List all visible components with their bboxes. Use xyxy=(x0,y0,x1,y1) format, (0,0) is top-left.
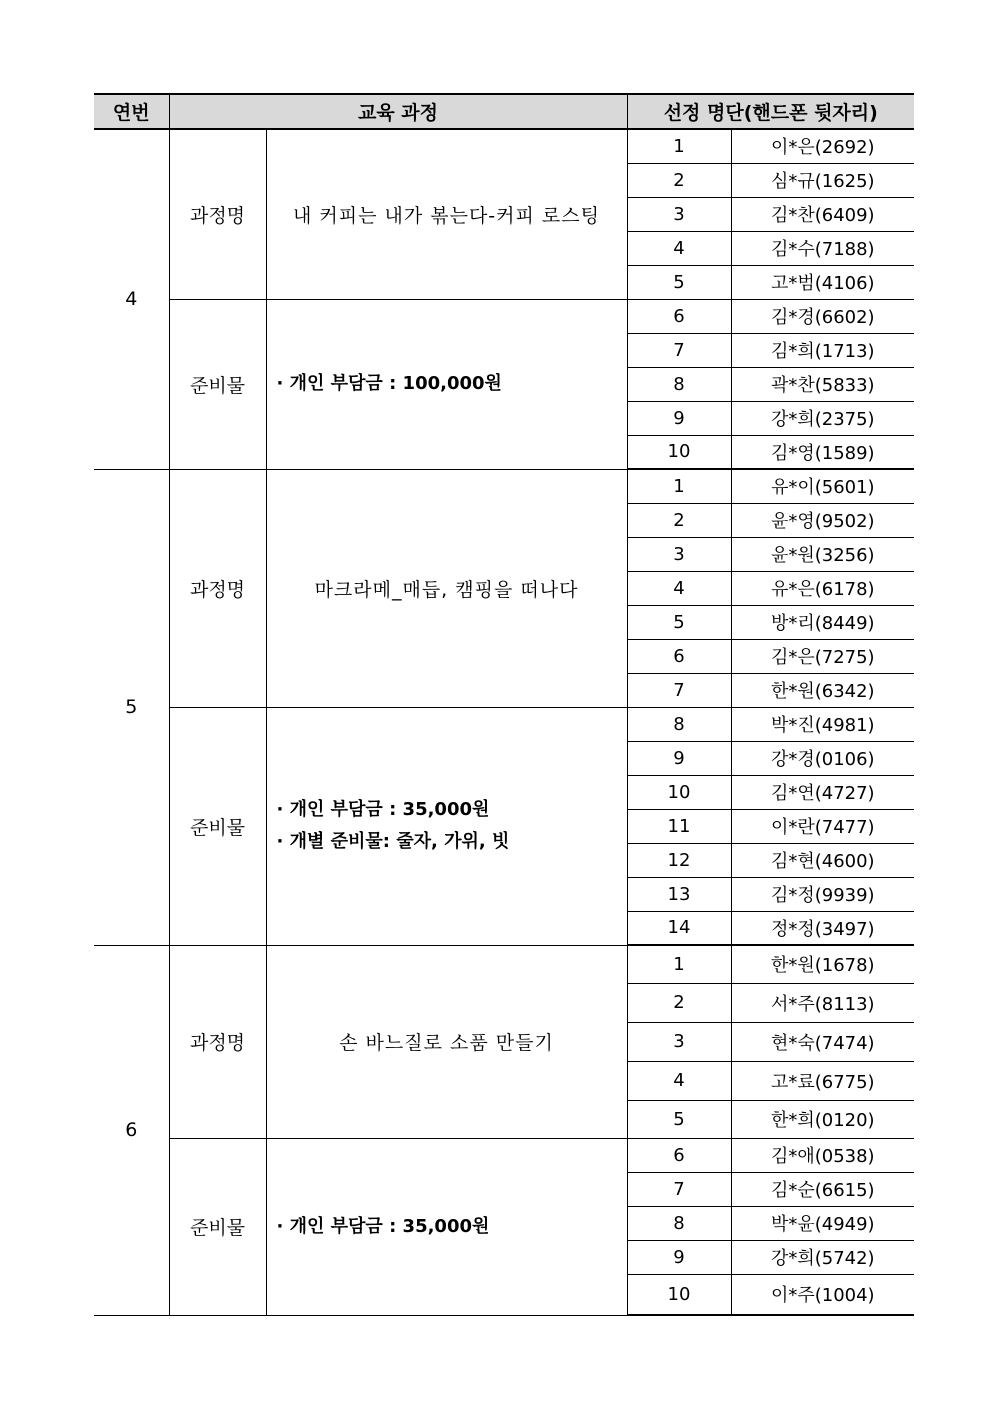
course-name-label: 과정명 xyxy=(169,129,266,299)
selection-number: 1 xyxy=(627,469,731,503)
selected-person: 김*수(7188) xyxy=(731,231,914,265)
header-selected: 선정 명단(핸드폰 뒷자리) xyxy=(627,94,914,129)
selection-number: 9 xyxy=(627,1240,731,1274)
table-row xyxy=(94,469,914,503)
selected-person: 김*은(7275) xyxy=(731,639,914,673)
selected-person: 김*현(4600) xyxy=(731,843,914,877)
selection-table xyxy=(94,93,914,1316)
table-row xyxy=(94,707,914,741)
selection-number: 11 xyxy=(627,809,731,843)
selection-number: 14 xyxy=(627,911,731,945)
selection-number: 5 xyxy=(627,265,731,299)
selection-number: 7 xyxy=(627,1172,731,1206)
selection-number: 8 xyxy=(627,367,731,401)
selection-number: 8 xyxy=(627,1206,731,1240)
selection-number: 4 xyxy=(627,1061,731,1100)
selection-number: 5 xyxy=(627,605,731,639)
selection-number: 10 xyxy=(627,1274,731,1315)
selected-person: 윤*원(3256) xyxy=(731,537,914,571)
selected-person: 박*진(4981) xyxy=(731,707,914,741)
selection-number: 6 xyxy=(627,639,731,673)
selected-person: 한*원(1678) xyxy=(731,945,914,983)
selection-number: 5 xyxy=(627,1100,731,1138)
selection-number: 7 xyxy=(627,673,731,707)
selection-number: 2 xyxy=(627,983,731,1022)
selection-number: 1 xyxy=(627,129,731,163)
selected-person: 강*희(5742) xyxy=(731,1240,914,1274)
selected-person: 박*윤(4949) xyxy=(731,1206,914,1240)
header-row xyxy=(94,94,914,129)
selected-person: 김*희(1713) xyxy=(731,333,914,367)
selected-person: 방*리(8449) xyxy=(731,605,914,639)
table-row xyxy=(94,945,914,983)
materials-line: · 개인 부담금 : 35,000원 xyxy=(276,1215,490,1237)
selected-person: 한*원(6342) xyxy=(731,673,914,707)
selection-number: 3 xyxy=(627,1022,731,1061)
selected-person: 이*은(2692) xyxy=(731,129,914,163)
selection-number: 7 xyxy=(627,333,731,367)
selection-number: 3 xyxy=(627,537,731,571)
course-name-label: 과정명 xyxy=(169,945,266,1138)
table-row xyxy=(94,1138,914,1172)
selection-number: 8 xyxy=(627,707,731,741)
materials-line: · 개별 준비물: 줄자, 가위, 빗 xyxy=(276,831,510,852)
group-number: 4 xyxy=(94,129,169,469)
selected-person: 김*영(1589) xyxy=(731,435,914,469)
course-name-label: 과정명 xyxy=(169,469,266,707)
course-name: 내 커피는 내가 볶는다-커피 로스팅 xyxy=(266,129,627,299)
selected-person: 현*숙(7474) xyxy=(731,1022,914,1061)
selected-person: 강*경(0106) xyxy=(731,741,914,775)
materials-text xyxy=(266,299,627,469)
materials-line: · 개인 부담금 : 35,000원 xyxy=(276,799,490,820)
selected-person: 김*경(6602) xyxy=(731,299,914,333)
selection-number: 6 xyxy=(627,1138,731,1172)
table-row xyxy=(94,299,914,333)
selected-person: 강*희(2375) xyxy=(731,401,914,435)
selected-person: 곽*찬(5833) xyxy=(731,367,914,401)
selected-person: 서*주(8113) xyxy=(731,983,914,1022)
materials-text xyxy=(266,707,627,945)
selection-number: 2 xyxy=(627,163,731,197)
table-row xyxy=(94,129,914,163)
selection-number: 10 xyxy=(627,775,731,809)
materials-label: 준비물 xyxy=(169,299,266,469)
selection-number: 2 xyxy=(627,503,731,537)
selected-person: 심*규(1625) xyxy=(731,163,914,197)
selection-number: 1 xyxy=(627,945,731,983)
selected-person: 이*란(7477) xyxy=(731,809,914,843)
selection-number: 4 xyxy=(627,571,731,605)
selected-person: 한*희(0120) xyxy=(731,1100,914,1138)
selection-number: 13 xyxy=(627,877,731,911)
materials-label: 준비물 xyxy=(169,707,266,945)
group-number: 6 xyxy=(94,945,169,1315)
course-name: 마크라메_매듭, 캠핑을 떠나다 xyxy=(266,469,627,707)
selected-person: 정*정(3497) xyxy=(731,911,914,945)
header-course: 교육 과정 xyxy=(169,94,627,129)
selected-person: 김*애(0538) xyxy=(731,1138,914,1172)
selected-person: 김*찬(6409) xyxy=(731,197,914,231)
selected-person: 유*은(6178) xyxy=(731,571,914,605)
selected-person: 김*정(9939) xyxy=(731,877,914,911)
selection-number: 10 xyxy=(627,435,731,469)
selection-number: 4 xyxy=(627,231,731,265)
materials-line: · 개인 부담금 : 100,000원 xyxy=(276,373,502,394)
selection-number: 3 xyxy=(627,197,731,231)
group-number: 5 xyxy=(94,469,169,945)
materials-label: 준비물 xyxy=(169,1138,266,1315)
selected-person: 김*연(4727) xyxy=(731,775,914,809)
header-no: 연번 xyxy=(94,94,169,129)
selected-person: 윤*영(9502) xyxy=(731,503,914,537)
course-name: 손 바느질로 소품 만들기 xyxy=(266,945,627,1138)
selection-number: 6 xyxy=(627,299,731,333)
selected-person: 유*이(5601) xyxy=(731,469,914,503)
selected-person: 이*주(1004) xyxy=(731,1274,914,1315)
materials-text xyxy=(266,1138,627,1315)
selection-number: 9 xyxy=(627,741,731,775)
selected-person: 고*료(6775) xyxy=(731,1061,914,1100)
selection-number: 9 xyxy=(627,401,731,435)
selected-person: 김*순(6615) xyxy=(731,1172,914,1206)
selection-number: 12 xyxy=(627,843,731,877)
selected-person: 고*범(4106) xyxy=(731,265,914,299)
